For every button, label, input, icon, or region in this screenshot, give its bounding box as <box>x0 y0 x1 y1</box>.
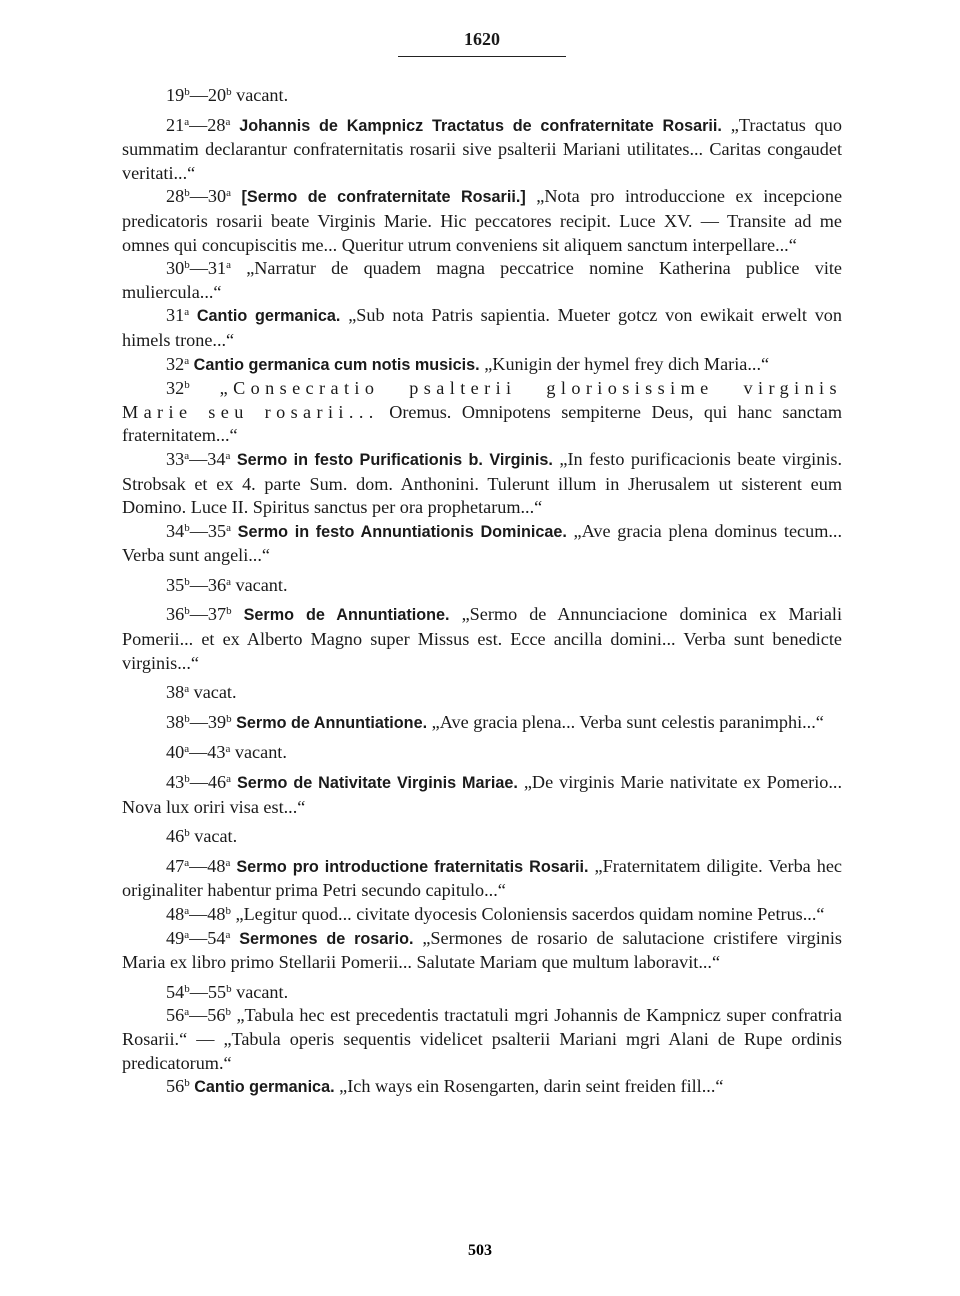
entry-text: „Sermo de Annunciacione dominica ex Mariali Pomerii... et ex Alberto Magno super Missus est. Ecce ancilla domini... Verba sunt benedicte virginis...“ <box>122 604 842 673</box>
entry-text: vacant. <box>230 574 288 595</box>
entry <box>122 1075 842 1100</box>
folio-ref: 31$^a$ <box>166 305 190 326</box>
folio-ref: 46$^b$ <box>166 826 190 847</box>
entry-text: „Ave gracia plena dominus tecum... Verba sunt angeli...“ <box>122 520 842 566</box>
folio-ref: 32$^a$ <box>166 353 190 374</box>
folio-ref: 33$^a$—34$^a$ <box>166 448 231 469</box>
entry-text: „Sermones de rosario de salutacione cristifere virginis Maria ex libro primo Stellarii Pomerii... Salutate Mariam que multum laboravit...“ <box>122 927 842 973</box>
entry-title: Sermo pro introductione fraternitatis Rosarii. <box>236 857 589 876</box>
entry-text: „Ich ways ein Rosengarten, darin seint freiden fill...“ <box>334 1076 724 1097</box>
entry <box>122 448 842 520</box>
entry-text: „Narratur de quadem magna peccatrice nomine Katherina publice vite muliercula...“ <box>122 258 842 302</box>
folio-ref: 56$^a$—56$^b$ <box>166 1005 231 1026</box>
entry-text: „Sub nota Patris sapientia. Mueter gotcz von ewikait erwelt von himels trone...“ <box>122 305 842 350</box>
entry-spaced-text: „Consecratio psalterii gloriosissime virginis Marie seu rosarii... <box>122 378 842 422</box>
folio-ref: 19$^b$—20$^b$ <box>166 85 232 105</box>
document-page <box>122 28 842 1100</box>
entry-title: Sermo de Nativitate Virginis Mariae. <box>236 774 518 793</box>
entry-title: Sermo in festo Purificationis b. Virginis. <box>236 450 553 469</box>
entry <box>122 855 842 903</box>
entry <box>122 981 842 1005</box>
entry-text: vacant. <box>231 85 289 105</box>
entry-title: Johannis de Kampnicz Tractatus de confraternitate Rosarii. <box>239 116 722 135</box>
folio-ref: 43$^b$—46$^a$ <box>166 772 231 793</box>
entry <box>122 377 842 448</box>
entry-text: „Legitur quod... civitate dyocesis Coloniensis sacerdos quidam nomine Petrus...“ <box>230 904 825 924</box>
folio-ref: 49$^a$—54$^a$ <box>166 927 231 948</box>
entry-text: vacat. <box>189 682 237 703</box>
entry <box>122 114 842 186</box>
folio-ref: 28$^b$—30$^a$ <box>166 186 231 207</box>
entry-title: Cantio germanica. <box>194 1078 335 1097</box>
entry-text: „Nota pro introduccione ex incepcione predicatoris rosarii beate Virginis Marie. Hic peccatores recipit. Luce XV. — Transite ad me omnes qui concupiscitis me... Queritur utrum conveniens sit aliquem sanctum interpellare...“ <box>122 186 843 255</box>
entry-text: „In festo purificacionis beate virginis. Strobsak et ex 4. parte Sum. dom. Anthonini. Tulerunt illum in Jherusalem ut sisterent eum Domino. Luce II. Spiritus sanctus per ora prophetarum...“ <box>122 448 842 518</box>
entry-title: [Sermo de confraternitate Rosarii.] <box>241 188 526 207</box>
folio-ref: 47$^a$—48$^a$ <box>166 855 231 876</box>
entry-text: „Tabula hec est precedentis tractatuli mgri Johannis de Kampnicz super confratria Rosarii.“ — „Tabula operis sequentis videlicet psalterii Mariani mgri Alani de Rupe ordinis predicatorum.“ <box>122 1005 842 1073</box>
entry-text: vacant. <box>230 742 287 763</box>
folio-ref: 38$^a$ <box>166 682 190 703</box>
folio-ref: 56$^b$ <box>166 1076 190 1097</box>
entry-title: Cantio germanica cum notis musicis. <box>193 355 480 374</box>
page-header-code: 1620 <box>464 29 500 49</box>
entry <box>122 903 842 927</box>
entry-text: „Fraternitatem diligite. Verba hec originaliter habentur prima Petri secundo capitulo...“ <box>122 855 842 901</box>
entry-text: „De virginis Marie nativitate ex Pomerio... Nova lux oriri visa est...“ <box>122 772 842 817</box>
entry <box>122 1004 842 1075</box>
folio-ref: 34$^b$—35$^a$ <box>166 520 231 541</box>
entry-title: Sermones de rosario. <box>239 929 414 948</box>
folio-ref: 21$^a$—28$^a$ <box>166 114 231 135</box>
entry-text: vacat. <box>189 826 238 847</box>
entry-text: vacant. <box>231 981 289 1002</box>
entry-title: Sermo de Annuntiatione. <box>236 713 428 732</box>
entry-text: „Tractatus quo summatim declarantur confraternitatis rosarii sive psalterii Mariani utilitates... Caritas congaudet veritati...“ <box>122 114 842 183</box>
entry <box>122 84 842 108</box>
entry-title: Sermo de Annuntiatione. <box>243 606 450 625</box>
entry <box>122 520 842 568</box>
entry-title: Sermo in festo Annuntiationis Dominicae. <box>237 522 567 541</box>
entry <box>122 353 842 378</box>
entry-text: „Kunigin der hymel frey dich Maria...“ <box>479 353 770 374</box>
entry-text: Oremus. Omnipotens sempiterne Deus, qui hanc sanctam fraternitatem...“ <box>122 401 842 446</box>
folio-ref: 32$^b$ <box>166 378 190 399</box>
entry <box>122 257 842 304</box>
entry <box>122 603 842 675</box>
entry <box>122 825 842 849</box>
folio-ref: 38$^b$—39$^b$ <box>166 711 232 732</box>
entry <box>122 771 842 819</box>
entry <box>122 304 842 352</box>
manuscript-entries <box>122 84 842 1100</box>
entry-text: „Ave gracia plena... Verba sunt celestis paranimphi...“ <box>427 711 824 732</box>
entry <box>122 681 842 705</box>
entry <box>122 927 842 975</box>
folio-ref: 40$^a$—43$^a$ <box>166 742 231 763</box>
folio-ref: 36$^b$—37$^b$ <box>166 604 232 625</box>
folio-ref: 54$^b$—55$^b$ <box>166 981 232 1002</box>
entry <box>122 711 842 736</box>
page-number: 503 <box>468 1242 492 1259</box>
folio-ref: 35$^b$—36$^a$ <box>166 574 231 595</box>
entry <box>122 741 842 765</box>
folio-ref: 48$^a$—48$^b$ <box>166 904 231 924</box>
entry <box>122 574 842 598</box>
folio-ref: 30$^b$—31$^a$ <box>166 258 231 279</box>
entry <box>122 185 842 257</box>
header-rule <box>398 56 566 57</box>
entry-title: Cantio germanica. <box>196 307 341 326</box>
